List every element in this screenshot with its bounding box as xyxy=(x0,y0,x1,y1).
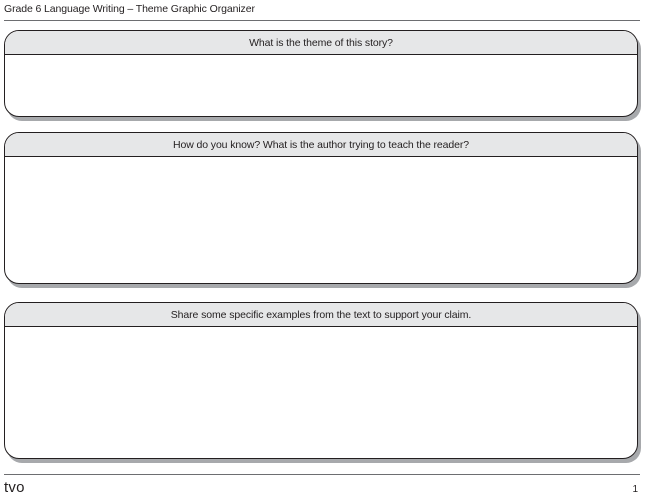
header-divider xyxy=(4,20,640,21)
evidence-answer-area[interactable] xyxy=(5,157,637,283)
page-number: 1 xyxy=(632,484,638,495)
theme-prompt: What is the theme of this story? xyxy=(5,31,637,55)
theme-box xyxy=(4,30,638,117)
document-title: Grade 6 Language Writing – Theme Graphic Organizer xyxy=(4,3,255,15)
footer-divider xyxy=(4,474,640,475)
examples-answer-area[interactable] xyxy=(5,327,637,458)
tvo-logo: tvo xyxy=(4,479,25,496)
examples-box xyxy=(4,302,638,459)
evidence-prompt: How do you know? What is the author trying to teach the reader? xyxy=(5,133,637,157)
evidence-box xyxy=(4,132,638,284)
theme-answer-area[interactable] xyxy=(5,55,637,116)
examples-prompt: Share some specific examples from the text to support your claim. xyxy=(5,303,637,327)
